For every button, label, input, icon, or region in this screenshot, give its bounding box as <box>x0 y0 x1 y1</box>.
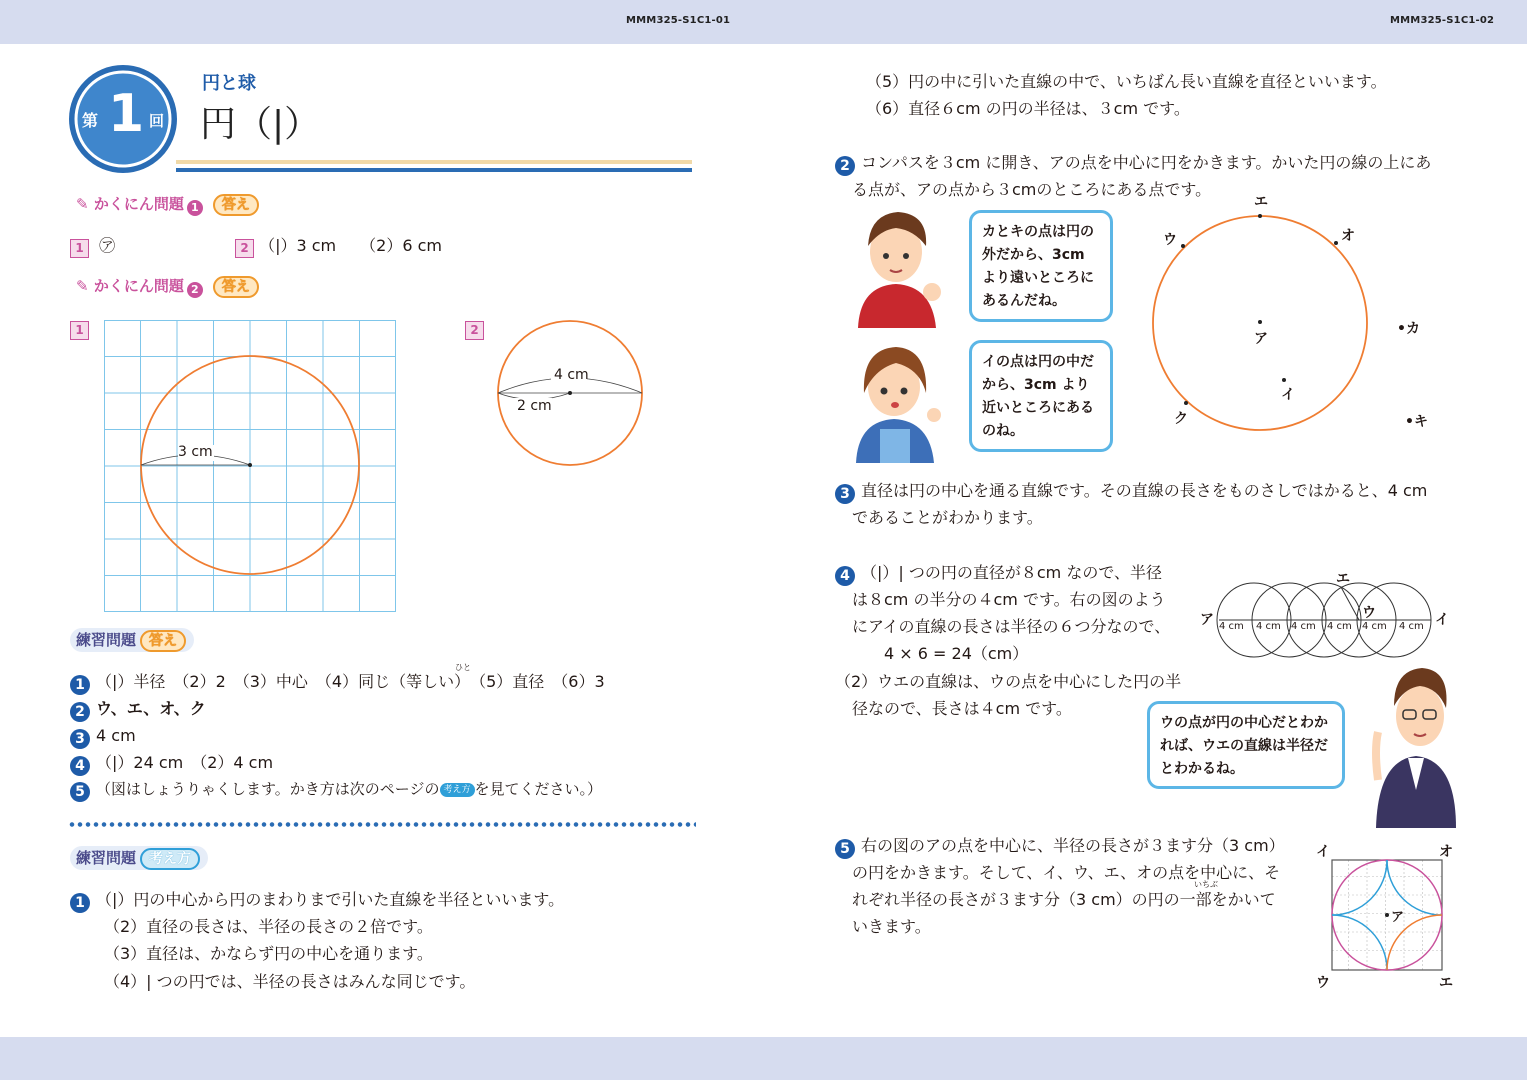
hint-1-line-2: （2）直径の長さは、半径の長さの２倍です。 <box>104 917 433 936</box>
pencil-icon: ✎ <box>76 277 89 295</box>
q5-point-u: ウ <box>1316 975 1330 991</box>
q2-circle-figure <box>1150 210 1370 435</box>
hint-1-line-1: 1 （|）円の中心から円のまわりまで引いた直線を半径といいます。 <box>70 886 564 913</box>
q3-line-2: であることがわかります。 <box>852 508 1043 527</box>
q4-seg-label: 4 cm <box>1291 621 1316 632</box>
kakunin1-answer-2: 2 （|）3 cm （2）6 cm <box>235 232 442 259</box>
ruby-hito: ひと <box>455 663 471 672</box>
header-band <box>0 0 1527 44</box>
badge-number: 1 <box>108 84 145 144</box>
fig2-diameter-label: 4 cm <box>554 367 589 383</box>
speech-bubble-boy: カとキの点は円の外だから、3cm より遠いところにあるんだね。 <box>969 210 1113 322</box>
hint-1-line-6: （6）直径６cm の円の半径は、３cm です。 <box>866 99 1190 118</box>
q5-figure <box>1330 858 1444 972</box>
q2-point-u: ウ <box>1163 232 1177 248</box>
q4-point-e: エ <box>1336 571 1350 587</box>
renshu-hint-heading: 練習問題 考え方 <box>70 846 208 870</box>
renshu-answer-1: 1 （|）半径 （2）2 （3）中心 （4）同じ（等しい） （5）直径 （6）3 <box>70 668 605 695</box>
renshu-answer-heading: 練習問題 答え <box>70 628 194 652</box>
q4-point-i: イ <box>1435 612 1449 628</box>
q4-seg-label: 4 cm <box>1256 621 1281 632</box>
q2-point-i: イ <box>1281 387 1295 403</box>
boy-illustration <box>848 206 943 328</box>
fig2-radius-label: 2 cm <box>517 398 552 414</box>
q5-point-i: イ <box>1316 844 1330 860</box>
q5-point-a: ア <box>1391 910 1405 925</box>
q5-point-o: オ <box>1439 844 1453 860</box>
q4-line-1: 4 （|）| つの円の直径が８cm なので、半径 <box>835 559 1162 586</box>
kakunin1-heading: ✎ かくにん問題 1 答え <box>70 192 267 216</box>
q4-point-a: ア <box>1200 612 1214 628</box>
q2-point-a: ア <box>1254 331 1268 347</box>
q5-line-1: 5 右の図のアの点を中心に、半径の長さが３ます分（3 cm） <box>835 832 1285 859</box>
badge-kai: 回 <box>149 112 165 130</box>
q4-line-5: （2）ウエの直線は、ウの点を中心にした円の半 <box>835 672 1182 691</box>
q4-seg-label: 4 cm <box>1219 621 1244 632</box>
speech-bubble-teacher: ウの点が円の中心だとわかれば、ウエの直線は半径だとわかるね。 <box>1147 701 1345 789</box>
q4-seg-label: 4 cm <box>1327 621 1352 632</box>
footer-band <box>0 1037 1527 1080</box>
grid-circle-figure <box>104 320 398 614</box>
hint-1-line-5: （5）円の中に引いた直線の中で、いちばん長い直線を直径といいます。 <box>866 72 1387 91</box>
fig1-radius-label: 3 cm <box>178 444 213 460</box>
unit-subtitle: 円と球 <box>202 73 256 94</box>
q4-seg-label: 4 cm <box>1362 621 1387 632</box>
q2-point-o: オ <box>1341 228 1355 244</box>
q2-point-ka: •カ <box>1397 321 1420 337</box>
renshu-answer-5: 5 （図はしょうりゃくします。かき方は次のページの 考え方 を見てください。） <box>70 776 602 803</box>
hint-1-line-3: （3）直径は、かならず円の中心を通ります。 <box>104 944 433 963</box>
renshu-answer-2: 2 ウ、エ、オ、ク <box>70 695 206 722</box>
kakunin2-heading: ✎ かくにん問題 2 答え <box>70 274 267 298</box>
hint-1-line-4: （4）| つの円では、半径の長さはみんな同じです。 <box>104 972 476 991</box>
renshu-answer-4: 4 （|）24 cm （2）4 cm <box>70 749 273 776</box>
kakunin1-answer-1: 1 ㋐ <box>70 232 115 259</box>
badge-dai: 第 <box>82 111 99 130</box>
q4-seg-label: 4 cm <box>1399 621 1424 632</box>
q5-line-4: いきます。 <box>852 917 931 936</box>
q5-point-e: エ <box>1439 975 1453 991</box>
q2-line-1: 2 コンパスを３cm に開き、アの点を中心に円をかきます。かいた円の線の上にあ <box>835 149 1431 176</box>
q2-point-ki: •キ <box>1405 414 1428 430</box>
renshu-answer-3: 3 4 cm <box>70 722 136 749</box>
q2-point-e: エ <box>1254 194 1268 210</box>
ruby-ichibu: いちぶ <box>1194 880 1218 889</box>
kakunin2-fig1-label: 1 <box>70 314 89 341</box>
girl-illustration <box>848 343 943 463</box>
q5-line-3: れぞれ半径の長さが３ます分（3 cm）の円の一部をかいて <box>852 890 1276 909</box>
pencil-icon: ✎ <box>76 195 89 213</box>
dotted-divider <box>68 822 696 827</box>
q4-line-2: は８cm の半分の４cm です。右の図のよう <box>852 590 1166 609</box>
q3-line-1: 3 直径は円の中心を通る直線です。その直線の長さをものさしではかると、4 cm <box>835 477 1427 504</box>
kangaekata-badge: 考え方 <box>440 783 475 797</box>
speech-bubble-girl: イの点は円の中だから、3cm より近いところにあるのね。 <box>969 340 1113 452</box>
page-code-left: MMM325-S1C1-01 <box>626 15 731 26</box>
page-code-right: MMM325-S1C1-02 <box>1390 15 1495 26</box>
q4-line-3: にアイの直線の長さは半径の６つ分なので、 <box>852 617 1171 636</box>
kakunin2-fig2-label: 2 <box>465 314 484 341</box>
q2-point-ku: ク <box>1174 411 1188 427</box>
diameter-circle-figure <box>495 318 647 470</box>
q2-line-2: る点が、アの点から３cmのところにある点です。 <box>852 180 1212 199</box>
q4-point-u: ウ <box>1362 605 1376 621</box>
q4-line-6: 径なので、長さは４cm です。 <box>852 699 1072 718</box>
page-title: 円（|） <box>200 104 321 145</box>
q4-line-4: 4 × 6 = 24（cm） <box>884 644 1029 663</box>
teacher-illustration <box>1370 660 1458 828</box>
q5-line-2: の円をかきます。そして、イ、ウ、エ、オの点を中心に、そ <box>852 863 1281 882</box>
